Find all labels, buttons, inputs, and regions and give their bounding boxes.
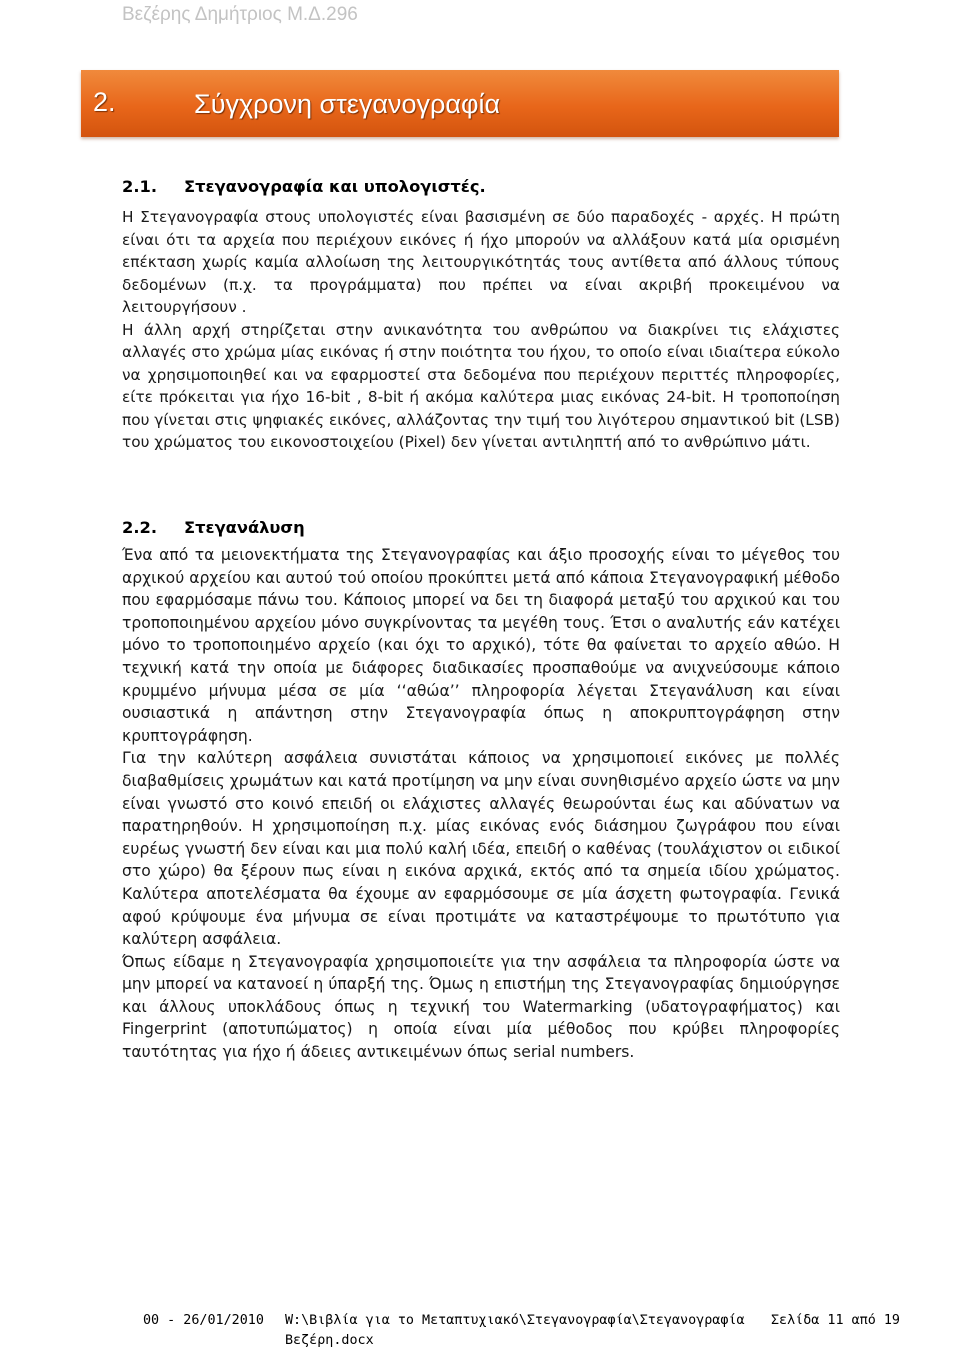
footer-version: 00 - 26/01/2010 [143, 1313, 264, 1328]
section-number: 2.1. [122, 177, 158, 196]
paragraph: Όπως είδαμε η Στεγανογραφία χρησιμοποιείτε για την ασφάλεια τα πληροφορία ώστε να μην μπορεί να κατανοεί η ύπαρξή της. Όμως η επιστήμη της Στεγανογραφίας δημιούργησε και άλλους υποκλάδους όπως η τεχνική του Watermarking (υδατογραφήματος) και Fingerprint (αποτυπώματος) η οποία είναι μία μέθοδος που κρύβει πληροφορίες ταυτότητας για ήχο ή άδειες αντικειμένων όπως serial numbers. [122, 952, 840, 1062]
section-2-1-body [122, 206, 840, 454]
running-header-author: Βεζέρης Δημήτριος Μ.Δ.296 [122, 4, 358, 25]
section-heading-2-1 [122, 177, 486, 196]
paragraph: Η άλλη αρχή στηρίζεται στην ανικανότητα του ανθρώπου να διακρίνει τις ελάχιστες αλλαγές στο χρώμα μίας εικόνας ή στην ποιότητα του ήχου, το οποίο είναι ιδιαίτερα εύκολο να χρησιμοποιηθεί και να εφαρμοστεί στα δεδομένα που περιέχουν περιττές πληροφορίες, είτε πρόκειται για ήχο 16-bit , 8-bit ή ακόμα καλύτερα μιας εικόνας 24-bit. Η τροποποίηση που γίνεται στις ψηφιακές εικόνες, αλλάζοντας την τιμή του λιγότερου σημαντικού bit (LSB) του χρώματος του εικονοστοιχείου (Pixel) δεν γίνεται αντιληπτή από το ανθρώπινο μάτι. [122, 320, 840, 451]
section-2-2-body [122, 544, 840, 1064]
section-title: Στεγανογραφία και υπολογιστές. [184, 177, 486, 196]
section-heading-2-2 [122, 518, 305, 537]
footer-path-line: W:\Βιβλία για το Μεταπτυχιακό\Στεγανογραφία\Στεγανογραφία [285, 1313, 745, 1328]
section-number: 2.2. [122, 518, 158, 537]
chapter-number: 2. [93, 87, 116, 117]
chapter-banner [81, 70, 839, 137]
section-title: Στεγανάλυση [184, 518, 305, 537]
paragraph: Για την καλύτερη ασφάλεια συνιστάται κάποιος να χρησιμοποιεί εικόνες με πολλές διαβαθμίσεις χρωμάτων και κατά προτίμηση να μην είναι συνηθισμένο αρχείο ώστε να μην είναι γνωστό στο κοινό επειδή οι ελάχιστες αλλαγές θεωρούνται έως και αδύνατων να παρατηρηθούν. Η χρησιμοποίηση π.χ. μίας εικόνας ενός διάσημου ζωγράφου που είναι ευρέως γνωστή δεν είναι και μια πολύ καλή ιδέα, επειδή ο καθένας (τουλάχιστον οι ειδικοί στο χώρο) θα ξέρουν πως είναι η εικόνα αρχικά, εκτός από τα σημεία ιδίου χρώματος. Καλύτερα αποτελέσματα θα έχουμε αν εφαρμόσουμε σε μία άσχετη φωτογραφία. Γενικά αφού κρύψουμε ένα μήνυμα σε είναι προτιμάτε να καταστρέψουμε το πρωτότυπο για καλύτερη ασφάλεια. [122, 749, 840, 949]
footer-path-line: Βεζέρη.docx [285, 1333, 374, 1348]
footer-file-path [285, 1311, 745, 1351]
paragraph: Ένα από τα μειονεκτήματα της Στεγανογραφίας και άξιο προσοχής είναι το μέγεθος του αρχικού αρχείου και αυτού τού οποίου προκύπτει μετά από κάποια Στεγανογραφική μέθοδο που εφαρμόσαμε πάνω του. Κάποιος μπορεί να δει τη διαφορά μεταξύ του αρχικού και του τροποποιημένου αρχείου μόνο συγκρίνοντας τα μεγέθη τους. Έτσι ο αναλυτής εάν κατέχει μόνο το τροποποιημένο αρχείο (και όχι το αρχικό), τότε θα φαίνεται το αρχείο αθώο. Η τεχνική κατά την οποία με διάφορες διαδικασίες προσπαθούμε να ανιχνεύσουμε κάποιο κρυμμένο μήνυμα μέσα σε μία ‘‘αθώα’’ πληροφορία λέγεται Στεγανάλυση και είναι ουσιαστικά η απάντηση στην Στεγανογραφία όπως η αποκρυπτογράφηση στην κρυπτογράφηση. [122, 546, 840, 745]
paragraph: Η Στεγανογραφία στους υπολογιστές είναι βασισμένη σε δύο παραδοχές - αρχές. Η πρώτη είναι ότι τα αρχεία που περιέχουν εικόνες ή ήχο μπορούν να αλλάξουν κατά μία ορισμένη επέκταση χωρίς καμία αλλοίωση της λειτουργικότητάς τους αντίθετα από άλλους τύπους δεδομένων (π.χ. τα προγράμματα) που πρέπει να είναι ακριβή προκειμένου να λειτουργήσουν . [122, 208, 840, 316]
footer-page-number: Σελίδα 11 από 19 [771, 1313, 900, 1328]
chapter-title: Σύγχρονη στεγανογραφία [194, 89, 501, 119]
